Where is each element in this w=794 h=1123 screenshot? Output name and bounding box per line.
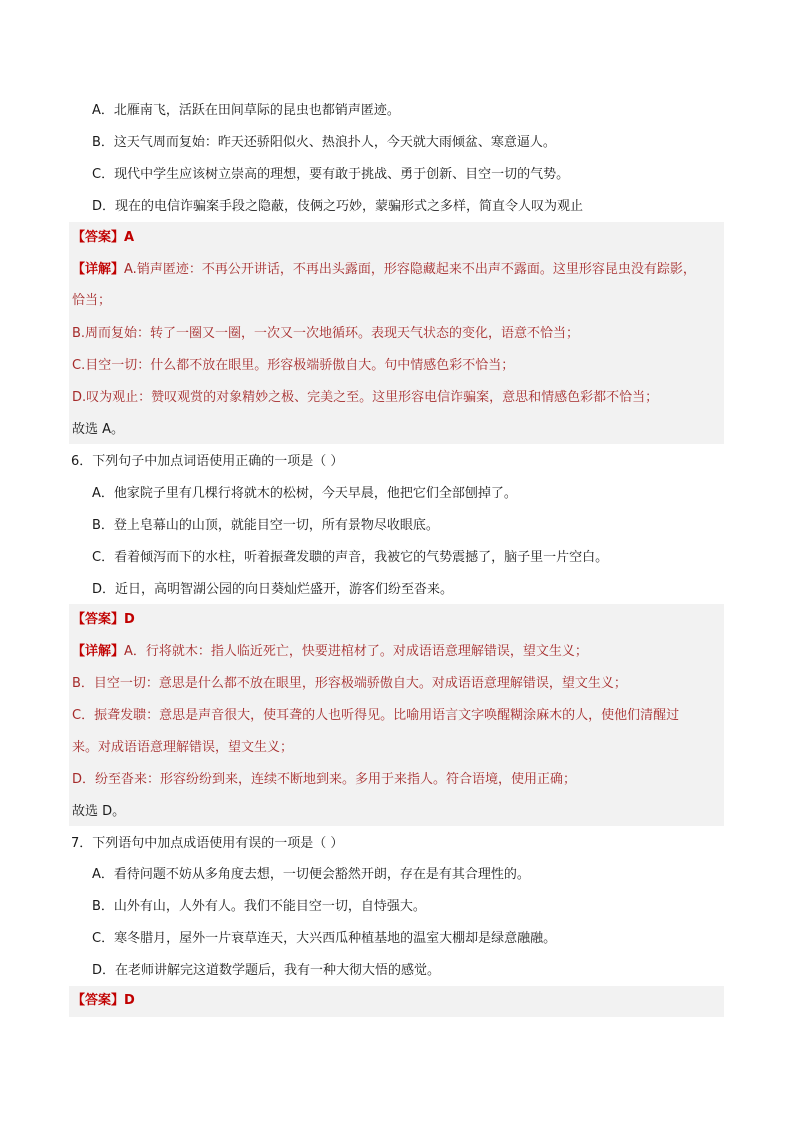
q5-detail-c: C.目空一切：什么都不放在眼里。形容极端骄傲自大。句中情感色彩不恰当； xyxy=(72,358,515,373)
q6-detail-line xyxy=(72,643,588,661)
answer-tag: 【答案】 xyxy=(72,612,125,627)
q5-option-c: C．现代中学生应该树立崇高的理想，要有敢于挑战、勇于创新、目空一切的气势。 xyxy=(92,167,570,182)
answer-value: D xyxy=(124,612,135,627)
q5-detail-a-cont: 恰当； xyxy=(72,293,112,308)
q5-answer-line xyxy=(72,229,134,247)
q6-detail-c-cont: 来。对成语语意理解错误，望文生义； xyxy=(72,740,294,755)
answer-value: D xyxy=(124,993,135,1008)
q5-detail-b: B.周而复始：转了一圈又一圈，一次又一次地循环。表现天气状态的变化，语意不恰当； xyxy=(72,326,580,341)
q6-answer-line xyxy=(72,611,135,629)
q6-answer-box xyxy=(69,604,724,826)
q6-option-a: A．他家院子里有几棵行将就木的松树，今天早晨，他把它们全部刨掉了。 xyxy=(92,486,517,501)
q7-stem: 7．下列语句中加点成语使用有误的一项是（ ） xyxy=(71,836,344,851)
q6-conclusion: 故选 D。 xyxy=(72,804,126,819)
q6-detail-a: A．行将就木：指人临近死亡，快要进棺材了。对成语语意理解错误，望文生义； xyxy=(124,644,588,659)
q7-option-b: B．山外有山，人外有人。我们不能目空一切，自恃强大。 xyxy=(92,899,426,914)
detail-tag: 【详解】 xyxy=(72,262,125,277)
q6-stem: 6．下列句子中加点词语使用正确的一项是（ ） xyxy=(71,454,344,469)
q7-answer-line xyxy=(72,992,135,1010)
answer-tag: 【答案】 xyxy=(72,993,125,1008)
q7-option-c: C．寒冬腊月，屋外一片衰草连天，大兴西瓜种植基地的温室大棚却是绿意融融。 xyxy=(92,931,557,946)
q5-detail-a: A.销声匿迹：不再公开讲话，不再出头露面，形容隐藏起来不出声不露面。这里形容昆虫没有踪影， xyxy=(124,262,696,277)
q5-conclusion: 故选 A。 xyxy=(72,422,125,437)
q5-detail-d: D.叹为观止：赞叹观赏的对象精妙之极、完美之至。这里形容电信诈骗案，意思和情感色彩都不恰当； xyxy=(72,390,659,405)
q5-answer-box xyxy=(69,222,724,444)
q6-detail-d: D．纷至沓来：形容纷纷到来，连续不断地到来。多用于来指人。符合语境，使用正确； xyxy=(72,772,577,787)
answer-tag: 【答案】 xyxy=(72,230,125,245)
q6-option-c: C．看着倾泻而下的水柱，听着振聋发聩的声音，我被它的气势震撼了，脑子里一片空白。 xyxy=(92,550,609,565)
q6-option-b: B．登上皂幕山的山顶，就能目空一切，所有景物尽收眼底。 xyxy=(92,518,439,533)
detail-tag: 【详解】 xyxy=(72,644,125,659)
q6-detail-b: B．目空一切：意思是什么都不放在眼里，形容极端骄傲自大。对成语语意理解错误，望文生义； xyxy=(72,676,627,691)
q7-option-a: A．看待问题不妨从多角度去想，一切便会豁然开朗，存在是有其合理性的。 xyxy=(92,867,530,882)
q5-option-d: D．现在的电信诈骗案手段之隐蔽，伎俩之巧妙，蒙骗形式之多样，简直令人叹为观止 xyxy=(92,199,584,214)
q7-option-d: D．在老师讲解完这道数学题后，我有一种大彻大悟的感觉。 xyxy=(92,963,441,978)
answer-value: A xyxy=(124,230,135,245)
q5-detail-line xyxy=(72,261,696,279)
q5-option-a: A．北雁南飞，活跃在田间草际的昆虫也都销声匿迹。 xyxy=(92,103,400,118)
q6-option-d: D．近日，高明智湖公园的向日葵灿烂盛开，游客们纷至沓来。 xyxy=(92,582,454,597)
q7-answer-box xyxy=(69,986,724,1017)
q6-detail-c: C．振聋发聩：意思是声音很大，使耳聋的人也听得见。比喻用语言文字唤醒糊涂麻木的人，使他们清醒过 xyxy=(72,708,680,723)
q5-option-b: B．这天气周而复始：昨天还骄阳似火、热浪扑人，今天就大雨倾盆、寒意逼人。 xyxy=(92,135,556,150)
